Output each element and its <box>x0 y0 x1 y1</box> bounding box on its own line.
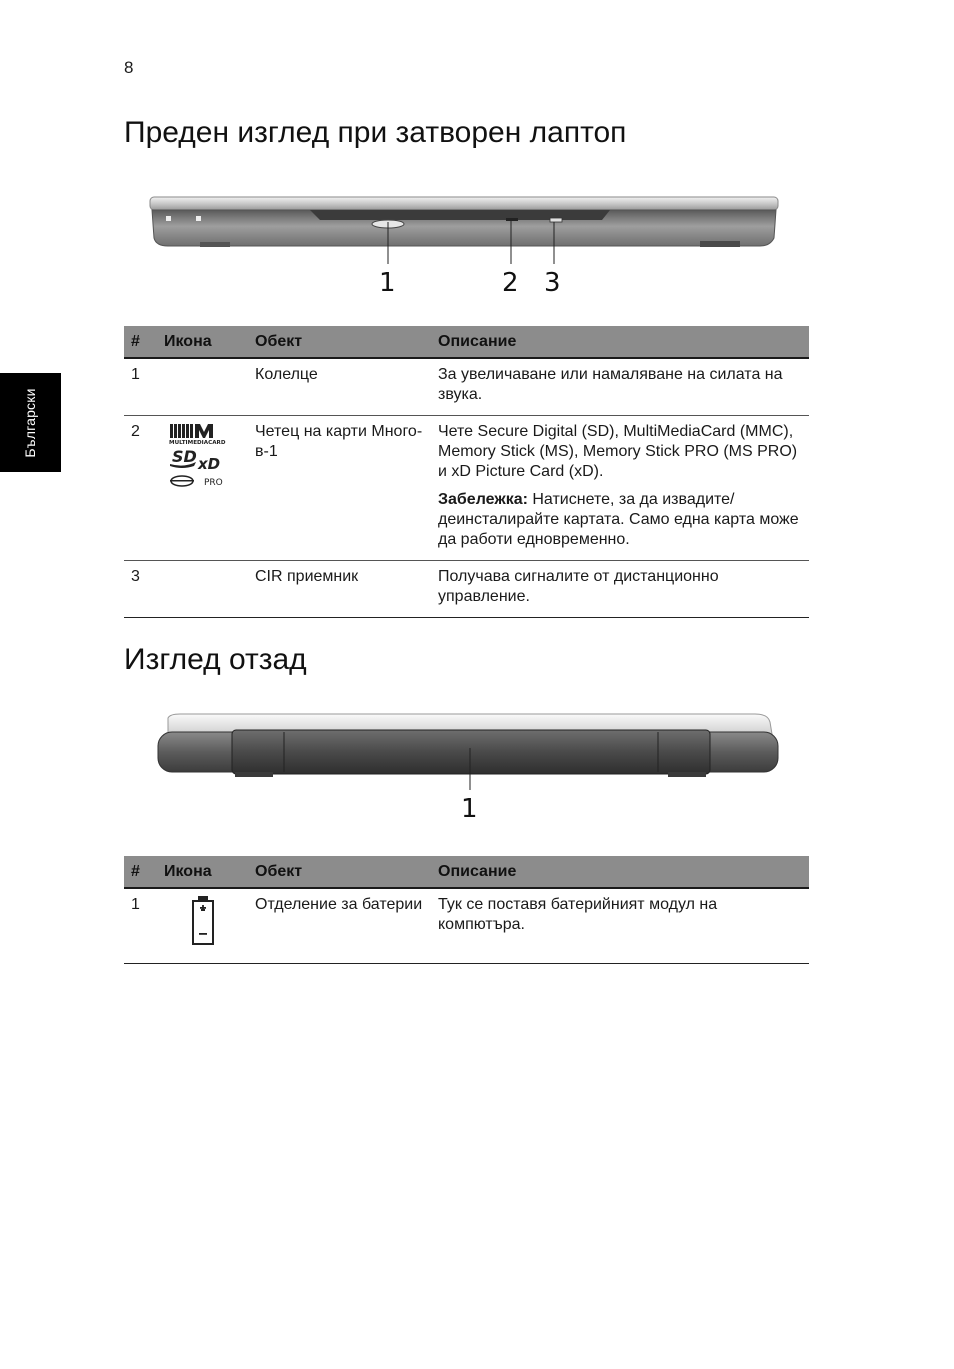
note-label: Забележка: <box>438 491 528 508</box>
battery-icon <box>164 895 234 947</box>
table-header-row <box>124 326 809 358</box>
row-icon <box>157 888 248 964</box>
row-icon <box>157 416 248 561</box>
row-desc: Тук се поставя батерийният модул на компютъра. <box>431 888 809 964</box>
svg-text:SD: SD <box>172 447 197 466</box>
pro-logo-text: PRO <box>204 478 223 488</box>
row-num: 2 <box>124 416 157 561</box>
col-header-num: # <box>124 326 157 358</box>
row-icon <box>157 358 248 416</box>
front-view-illustration <box>140 186 790 306</box>
col-header-icon: Икона <box>157 856 248 888</box>
row-num: 3 <box>124 561 157 618</box>
col-header-icon: Икона <box>157 326 248 358</box>
row-num: 1 <box>124 358 157 416</box>
row-item: CIR приемник <box>248 561 431 618</box>
callout-1: 1 <box>379 268 396 298</box>
front-view-table <box>124 326 809 618</box>
note-text: Натиснете, за да извадите/ деинсталирайте картата. Само една карта може да работи едновременно. <box>438 491 799 548</box>
table-header-row <box>124 856 809 888</box>
table-row <box>124 416 809 561</box>
row-desc-cell <box>431 416 809 561</box>
front-view-title: Преден изглед при затворен лаптоп <box>124 116 627 149</box>
col-header-item: Обект <box>248 856 431 888</box>
page-number: 8 <box>124 58 134 77</box>
col-header-desc: Описание <box>431 856 809 888</box>
mmc-logo-text: MULTIMEDIACARD <box>169 440 226 446</box>
laptop-front-image <box>140 186 790 306</box>
row-item: Колелце <box>248 358 431 416</box>
table-row <box>124 561 809 618</box>
col-header-item: Обект <box>248 326 431 358</box>
row-item: Четец на карти Много-в-1 <box>248 416 431 561</box>
row-item: Отделение за батерии <box>248 888 431 964</box>
rear-view-illustration <box>140 708 790 828</box>
row-desc: За увеличаване или намаляване на силата на звука. <box>431 358 809 416</box>
svg-text:xD: xD <box>198 455 221 473</box>
row-icon <box>157 561 248 618</box>
row-desc: Получава сигналите от дистанционно управление. <box>431 561 809 618</box>
col-header-num: # <box>124 856 157 888</box>
language-tab-label: Български <box>22 388 38 458</box>
callout-3: 3 <box>544 268 561 298</box>
rear-view-title: Изглед отзад <box>124 643 307 676</box>
row-note <box>438 490 803 550</box>
card-reader-logos-icon <box>164 422 234 490</box>
callout-2: 2 <box>502 268 519 298</box>
table-row <box>124 888 809 964</box>
language-tab <box>0 373 61 472</box>
row-num: 1 <box>124 888 157 964</box>
rear-view-table <box>124 856 809 964</box>
col-header-desc: Описание <box>431 326 809 358</box>
callout-1: 1 <box>461 794 478 824</box>
row-desc: Чете Secure Digital (SD), MultiMediaCard (MMC), Memory Stick (MS), Memory Stick PRO (MS PRO) и xD Picture Card (xD). <box>438 423 798 480</box>
table-row <box>124 358 809 416</box>
